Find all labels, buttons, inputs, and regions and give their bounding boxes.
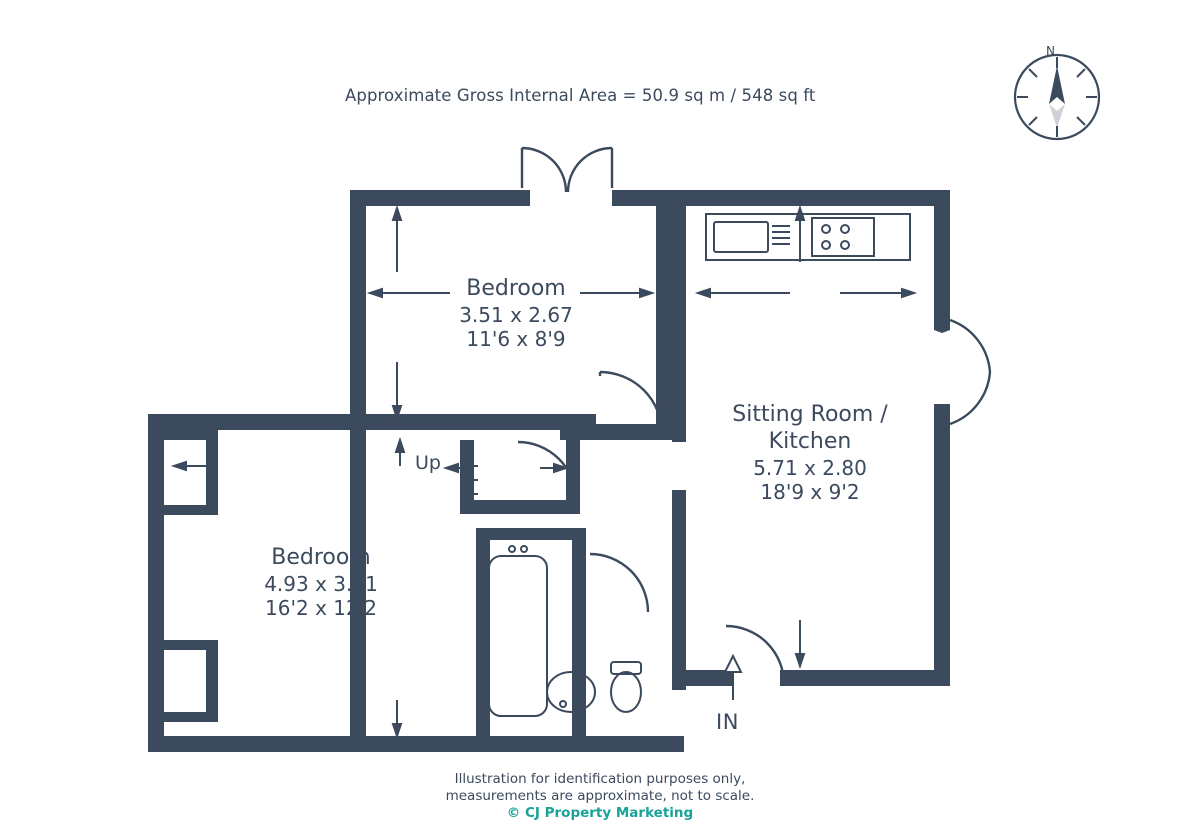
room-label-bedroom-1: [416, 276, 616, 352]
room-name: Bedroom: [271, 545, 371, 570]
entrance-label: IN: [716, 710, 739, 734]
room-dimension-imperial: 11'6 x 8'9: [466, 327, 566, 352]
room-name: Sitting Room /: [732, 402, 888, 427]
room-label-bedroom-2: [221, 545, 421, 621]
room-name: Bedroom: [466, 276, 566, 301]
footer-line-2: measurements are approximate, not to scale.: [445, 788, 755, 804]
room-dimension-metric: 4.93 x 3.71: [264, 571, 378, 596]
compass-north-label: N: [1046, 44, 1055, 58]
room-label-sitting-room-kitchen: [710, 402, 910, 504]
page-title: Approximate Gross Internal Area = 50.9 sq m / 548 sq ft: [345, 86, 816, 105]
room-dimension-imperial: 18'9 x 9'2: [760, 480, 860, 505]
footer-copyright: © CJ Property Marketing: [506, 805, 694, 821]
footer-disclaimer: [0, 771, 1200, 822]
room-name-second-line: Kitchen: [768, 428, 852, 454]
room-dimension-imperial: 16'2 x 12'2: [265, 596, 377, 621]
room-dimension-metric: 3.51 x 2.67: [459, 302, 573, 327]
footer-line-1: Illustration for identification purposes only,: [454, 771, 746, 787]
stairs-up-label: Up: [415, 452, 441, 474]
room-dimension-metric: 5.71 x 2.80: [753, 455, 867, 480]
